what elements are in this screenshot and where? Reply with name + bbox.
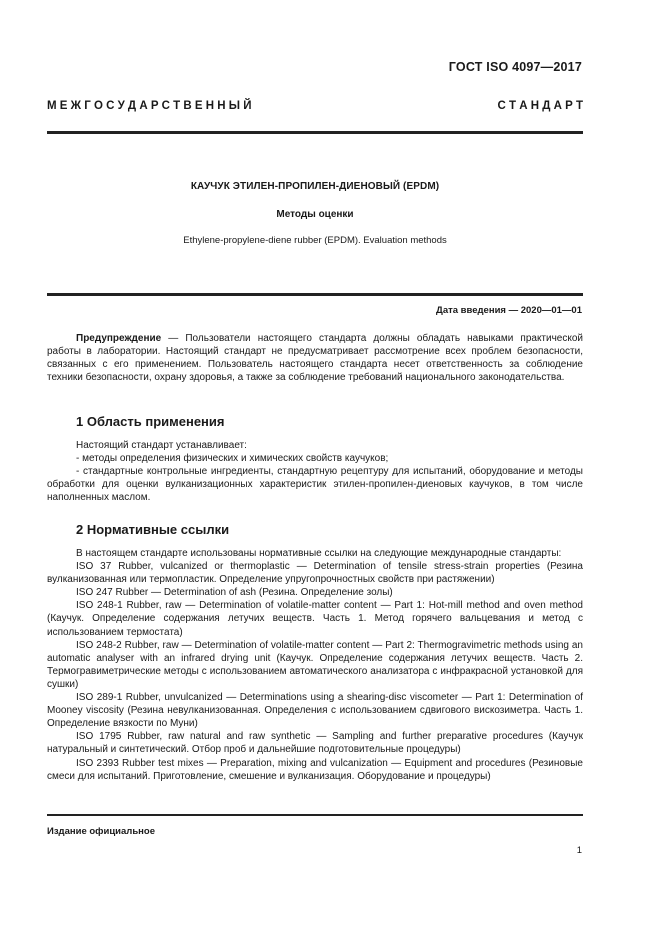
top-rule <box>47 131 583 134</box>
warning-paragraph <box>47 332 583 384</box>
english-title: Ethylene-propylene-diene rubber (EPDM). Evaluation methods <box>183 235 447 246</box>
footer-rule <box>47 814 583 816</box>
section-1-body <box>47 439 583 504</box>
document-code: ГОСТ ISO 4097—2017 <box>448 60 582 74</box>
reference-item: ISO 289-1 Rubber, unvulcanized — Determinations using a shearing-disc viscometer — Part 1: Determination of Mooney viscosity (Резина невулканизованная. Определения с использованием сдвигового вискозиметра. Часть 1. Определение вязкости по Муни) <box>47 692 583 730</box>
banner-right-text: С Т А Н Д А Р Т <box>497 100 583 112</box>
document-subtitle: Методы оценки <box>276 209 354 220</box>
warning-text: — Пользователи настоящего стандарта должны обладать навыками практической работы в лаборатории. Настоящий стандарт не предусматривает рассмотрение всех проблем безопасности, связанных с его применением. Пользователь настоящего стандарта несет ответственность за соблюдение техники безопасности, охрану здоровья, а также за соблюдение требований национального законодательства. <box>47 333 583 384</box>
reference-item: ISO 1795 Rubber, raw natural and raw synthetic — Sampling and further preparative procedures (Каучук натуральный и синтетический. Отбор проб и дальнейшие подготовительные процедуры) <box>47 731 583 756</box>
reference-item: ISO 247 Rubber — Determination of ash (Резина. Определение золы) <box>76 587 393 599</box>
standard-banner <box>47 100 583 112</box>
banner-left-text: М Е Ж Г О С У Д А Р С Т В Е Н Н Ы Й <box>47 100 252 112</box>
section-2-lead: В настоящем стандарте использованы нормативные ссылки на следующие международные стандарты: <box>76 548 562 559</box>
section-1-item: - стандартные контрольные ингредиенты, стандартную рецептуру для испытаний, оборудование и методы обработки для оценки вулканизационных характеристик этилен-пропилен-диеновых каучуков, в том числе наполненных маслом. <box>47 466 583 504</box>
introduction-date: Дата введения — 2020—01—01 <box>436 305 582 316</box>
reference-item: ISO 248-2 Rubber, raw — Determination of volatile-matter content — Part 2: Thermogravimetric methods using an automatic analyser with an infrared drying unit (Каучук. Определение содержания летучих веществ. Часть 2. Термогравиметрические методы с использованием автоматического анализатора с инфракрасной установкой для сушки) <box>47 639 583 690</box>
edition-label: Издание официальное <box>47 826 155 837</box>
section-2-heading: 2 Нормативные ссылки <box>76 522 230 537</box>
section-2-body <box>47 547 583 783</box>
page-number: 1 <box>576 845 582 856</box>
reference-item: ISO 37 Rubber, vulcanized or thermoplastic — Determination of tensile stress-strain properties (Резина вулканизованная или термопластик. Определение упругопрочностных свойств при растяжении) <box>47 561 583 586</box>
reference-item: ISO 2393 Rubber test mixes — Preparation, mixing and vulcanization — Equipment and procedures (Резиновые смеси для испытаний. Приготовление, смешение и вулканизация. Оборудование и процедуры) <box>47 757 583 782</box>
section-1-item: - методы определения физических и химических свойств каучуков; <box>76 453 389 465</box>
section-1-lead: Настоящий стандарт устанавливает: <box>76 440 247 451</box>
section-1-heading: 1 Область применения <box>76 414 225 429</box>
document-title: КАУЧУК ЭТИЛЕН-ПРОПИЛЕН-ДИЕНОВЫЙ (EPDM) <box>190 181 440 192</box>
middle-rule <box>47 293 583 296</box>
reference-item: ISO 248-1 Rubber, raw — Determination of volatile-matter content — Part 1: Hot-mill method and oven method (Каучук. Определение содержания летучих веществ. Часть 1. Метод горячего вальцевания и метод с использованием термостата) <box>47 600 583 638</box>
warning-label: Предупреждение <box>76 333 162 344</box>
